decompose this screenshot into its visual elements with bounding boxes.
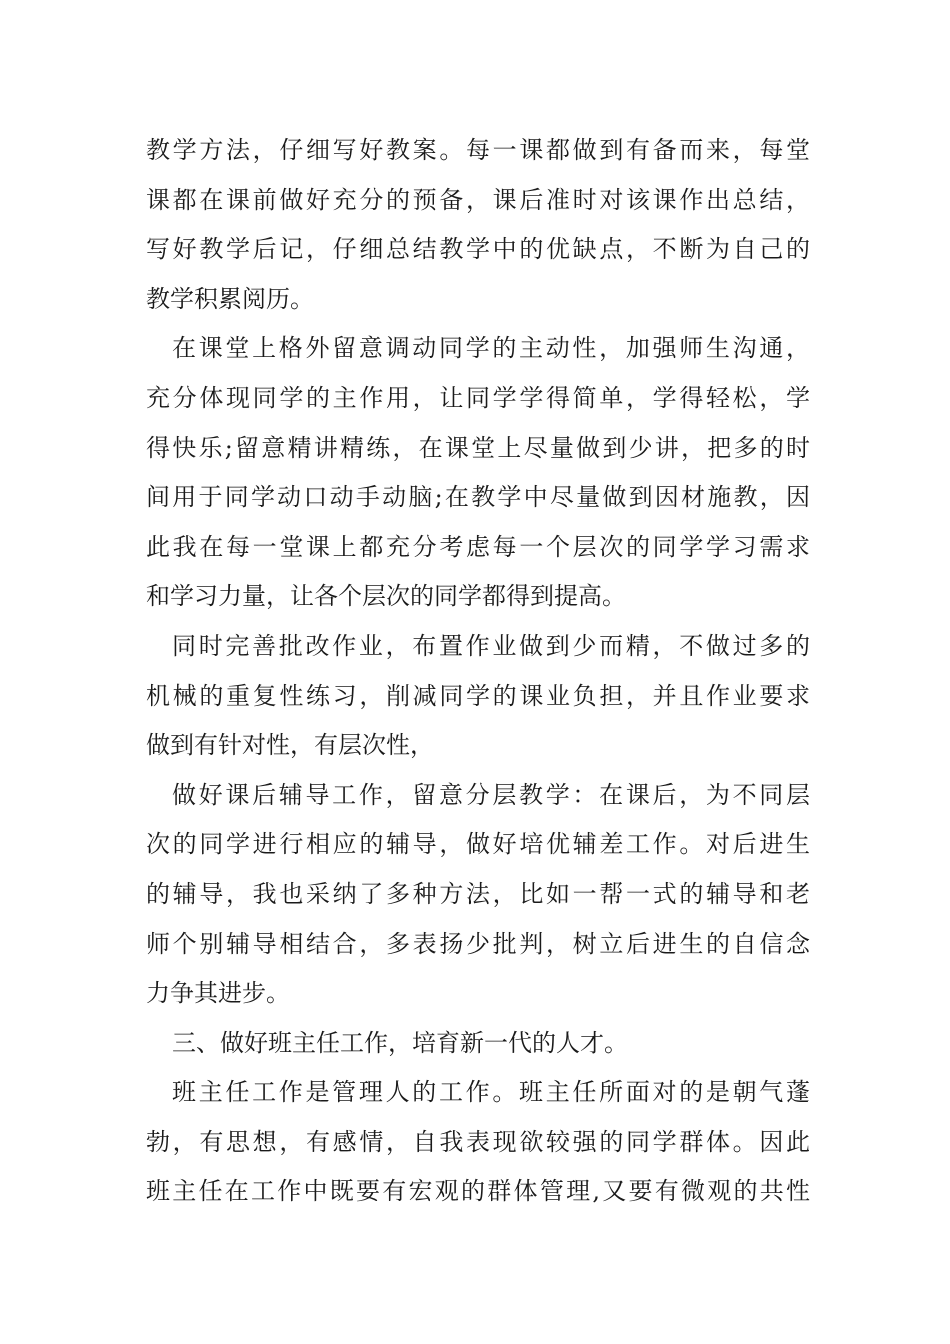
paragraph-start-line: 在课堂上格外留意调动同学的主动性，加强师生沟通， <box>172 334 810 363</box>
text-line: 得快乐;留意精讲精练，在课堂上尽量做到少讲，把多的时 <box>146 433 810 462</box>
text-line: 机械的重复性练习，削减同学的课业负担，并且作业要求 <box>146 681 810 710</box>
paragraph-start-line: 班主任工作是管理人的工作。班主任所面对的是朝气蓬 <box>172 1078 810 1107</box>
text-line: 此我在每一堂课上都充分考虑每一个层次的同学学习需求 <box>146 532 810 561</box>
text-line: 写好教学后记，仔细总结教学中的优缺点，不断为自己的 <box>146 235 810 264</box>
text-line: 和学习力量，让各个层次的同学都得到提高。 <box>146 582 626 611</box>
text-line: 课都在课前做好充分的预备，课后准时对该课作出总结， <box>146 185 810 214</box>
body-text <box>146 126 810 1217</box>
text-line: 力争其进步。 <box>146 979 290 1008</box>
text-line: 师个别辅导相结合，多表扬少批判，树立后进生的自信念 <box>146 929 810 958</box>
text-line: 教学积累阅历。 <box>146 284 314 313</box>
text-line: 教学方法，仔细写好教案。每一课都做到有备而来，每堂 <box>146 136 810 164</box>
text-line: 勃，有思想，有感情，自我表现欲较强的同学群体。因此 <box>146 1127 810 1156</box>
text-line: 间用于同学动口动手动脑;在教学中尽量做到因材施教，因 <box>146 483 810 512</box>
paragraph-start-line: 做好课后辅导工作，留意分层教学：在课后，为不同层 <box>172 780 810 809</box>
text-line: 班主任在工作中既要有宏观的群体管理,又要有微观的共性 <box>146 1177 810 1206</box>
section-heading: 三、做好班主任工作，培育新一代的人才。 <box>172 1028 628 1057</box>
text-line: 的辅导，我也采纳了多种方法，比如一帮一式的辅导和老 <box>146 879 810 908</box>
paragraph-start-line: 同时完善批改作业，布置作业做到少而精，不做过多的 <box>172 631 810 660</box>
text-line: 做到有针对性，有层次性， <box>146 731 434 760</box>
text-line: 充分体现同学的主作用，让同学学得简单，学得轻松，学 <box>146 383 810 412</box>
text-line: 次的同学进行相应的辅导，做好培优辅差工作。对后进生 <box>146 830 810 859</box>
